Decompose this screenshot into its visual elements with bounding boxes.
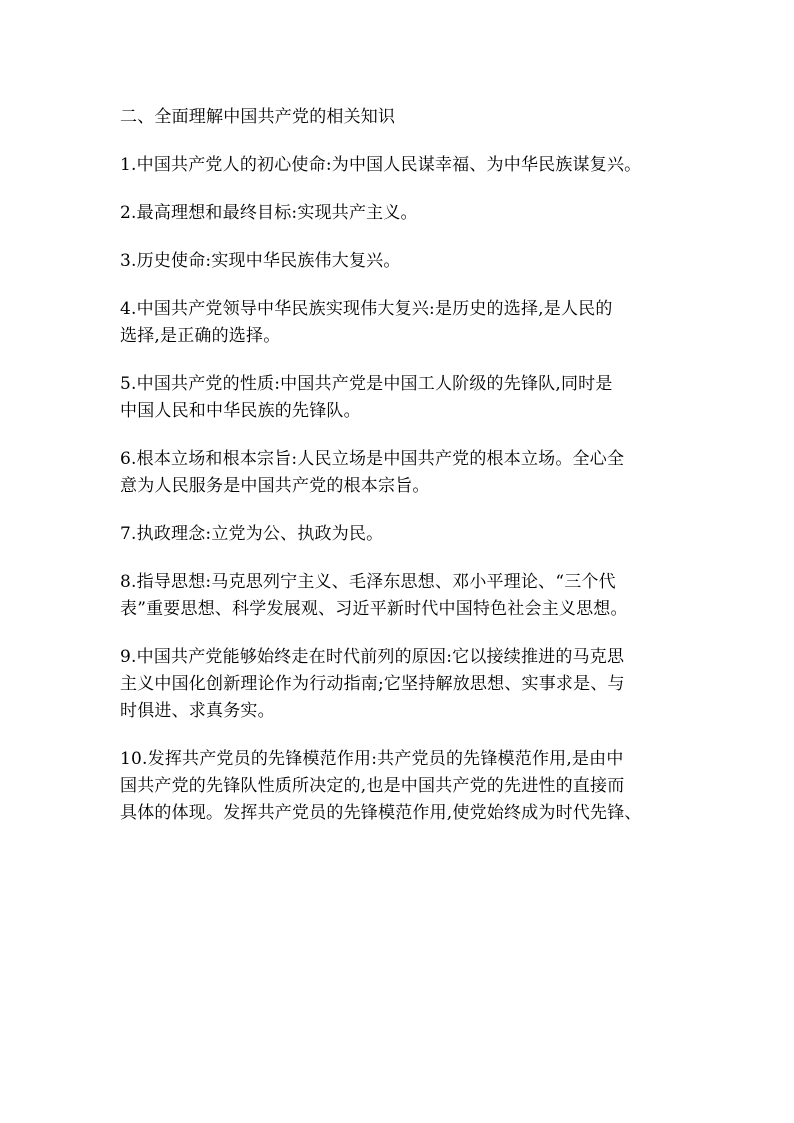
paragraph-line: 1.中国共产党人的初心使命:为中国人民谋幸福、为中华民族谋复兴。: [120, 155, 642, 175]
paragraph-line: 8.指导思想:马克思列宁主义、毛泽东思想、邓小平理论、“三个代: [120, 572, 616, 592]
paragraph-line: 时俱进、求真务实。: [120, 701, 275, 721]
paragraph-line: 2.最高理想和最终目标:实现共产主义。: [120, 203, 418, 223]
paragraph-line: 表”重要思想、科学发展观、习近平新时代中国特色社会主义思想。: [120, 599, 628, 619]
paragraph-line: 国共产党的先锋队性质所决定的,也是中国共产党的先进性的直接而: [120, 776, 625, 796]
paragraph-10: [120, 746, 690, 827]
paragraph-line: 主义中国化创新理论作为行动指南;它坚持解放思想、实事求是、与: [120, 674, 625, 694]
heading-text: 二、全面理解中国共产党的相关知识: [120, 107, 396, 127]
paragraph-5: [120, 371, 690, 425]
paragraph-line: 10.发挥共产党员的先锋模范作用:共产党员的先锋模范作用,是由中: [120, 749, 624, 769]
paragraph-6: [120, 446, 690, 500]
paragraph-7: [120, 521, 690, 548]
section-heading: [120, 104, 690, 131]
paragraph-4: [120, 296, 690, 350]
paragraph-1: [120, 152, 690, 179]
paragraph-line: 5.中国共产党的性质:中国共产党是中国工人阶级的先锋队,同时是: [120, 374, 613, 394]
paragraph-line: 7.执政理念:立党为公、执政为民。: [120, 524, 384, 544]
paragraph-line: 9.中国共产党能够始终走在时代前列的原因:它以接续推进的马克思: [120, 647, 625, 667]
paragraph-8: [120, 569, 690, 623]
paragraph-line: 6.根本立场和根本宗旨:人民立场是中国共产党的根本立场。全心全: [120, 449, 625, 469]
paragraph-9: [120, 644, 690, 725]
paragraph-line: 选择,是正确的选择。: [120, 326, 281, 346]
paragraph-line: 具体的体现。发挥共产党员的先锋模范作用,使党始终成为时代先锋、: [120, 803, 642, 823]
paragraph-3: [120, 248, 690, 275]
paragraph-line: 4.中国共产党领导中华民族实现伟大复兴:是历史的选择,是人民的: [120, 299, 613, 319]
paragraph-line: 3.历史使命:实现中华民族伟大复兴。: [120, 251, 401, 271]
document-body: [120, 104, 690, 848]
paragraph-line: 意为人民服务是中国共产党的根本宗旨。: [120, 476, 430, 496]
paragraph-2: [120, 200, 690, 227]
paragraph-line: 中国人民和中华民族的先锋队。: [120, 401, 361, 421]
